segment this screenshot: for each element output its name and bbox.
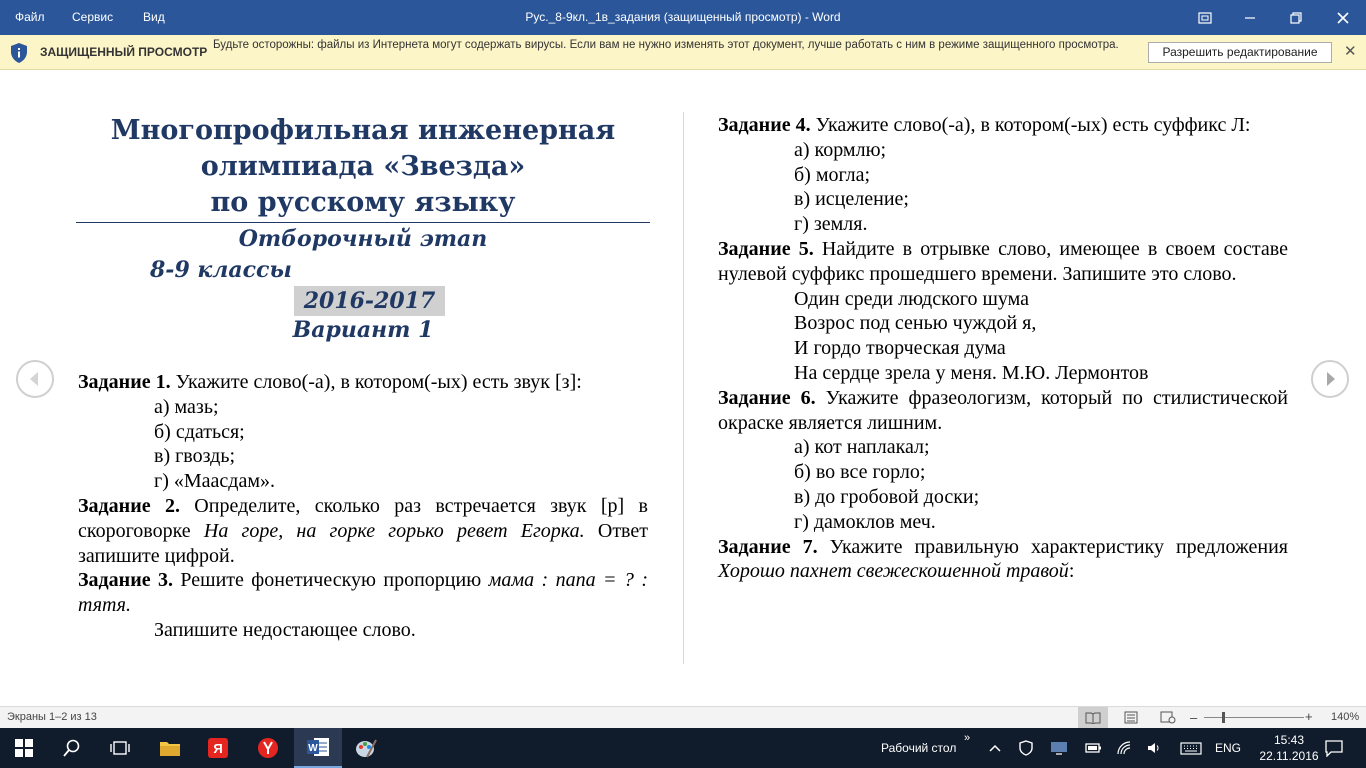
- svg-text:Я: Я: [213, 741, 223, 756]
- clock-time: 15:43: [1273, 733, 1305, 747]
- zoom-level[interactable]: 140%: [1331, 711, 1360, 723]
- menu-file[interactable]: Файл: [15, 10, 45, 24]
- zoom-in-button[interactable]: +: [1305, 709, 1313, 724]
- option: б) во все горло;: [794, 461, 926, 484]
- task-2: [78, 494, 648, 568]
- task-quote: мама : папа = ? : тятя.: [78, 569, 648, 617]
- grades-heading: 8-9 классы: [150, 257, 292, 283]
- task-text: Укажите слово(-а), в котором(-ых) есть суффикс Л:: [810, 114, 1251, 136]
- document-title: [76, 113, 650, 221]
- input-language[interactable]: ENG: [1215, 741, 1242, 755]
- task-text: Найдите в отрывке слово, имеющее в своем составе нулевой суффикс прошедшего времени. Запишите это слово.: [718, 237, 1288, 285]
- option: а) мазь;: [154, 395, 219, 418]
- close-button[interactable]: [1320, 0, 1366, 35]
- poem-line: Возрос под сенью чуждой я,: [794, 312, 1037, 335]
- option: а) кот наплакал;: [794, 436, 930, 459]
- start-icon[interactable]: [0, 728, 48, 768]
- menu-view[interactable]: Вид: [143, 10, 165, 24]
- yandex-app-icon[interactable]: [194, 728, 242, 768]
- task-label: Задание 1.: [78, 371, 171, 393]
- task-7: [718, 535, 1288, 585]
- print-layout-icon[interactable]: [1116, 707, 1146, 728]
- clock[interactable]: [1258, 732, 1320, 764]
- window-title: Рус._8-9кл._1в_задания (защищенный просмотр) - Word: [525, 10, 841, 24]
- protected-view-message: Будьте осторожны: файлы из Интернета могут содержать вирусы. Если вам не нужно изменять этот документ, лучше работать с ним в режиме защищенного просмотра.: [213, 39, 1119, 51]
- document-area: [0, 70, 1366, 706]
- task-label: Задание 7.: [718, 535, 818, 558]
- yandex-browser-icon[interactable]: [244, 728, 292, 768]
- title-line: по русскому языку: [210, 187, 516, 218]
- next-page-icon[interactable]: [1311, 360, 1349, 398]
- task-label: Задание 3.: [78, 569, 174, 592]
- task-6: [718, 386, 1288, 436]
- task-quote: Хорошо пахнет свежескошенной травой: [718, 560, 1069, 583]
- option: в) гвоздь;: [154, 445, 236, 468]
- left-column: [78, 370, 648, 643]
- clock-date: 22.11.2016: [1259, 749, 1319, 763]
- option: в) до гробовой доски;: [794, 485, 980, 508]
- menu-service[interactable]: Сервис: [72, 10, 114, 24]
- option: б) сдаться;: [154, 420, 245, 443]
- task-3-instruction: Запишите недостающее слово.: [154, 618, 416, 641]
- keyboard-icon[interactable]: [1180, 740, 1202, 756]
- right-column: [718, 113, 1288, 584]
- option: г) земля.: [794, 213, 868, 236]
- page-divider: [683, 112, 684, 664]
- zoom-slider[interactable]: [1204, 717, 1304, 718]
- taskbar: [0, 728, 1366, 768]
- page-count[interactable]: Экраны 1–2 из 13: [7, 711, 97, 723]
- restore-button[interactable]: [1273, 0, 1319, 35]
- task-text: Ответ запишите цифрой.: [78, 519, 648, 567]
- option: г) дамоклов меч.: [794, 510, 936, 533]
- year-highlight: 2016-2017: [294, 286, 445, 316]
- read-mode-icon[interactable]: [1078, 707, 1108, 728]
- file-explorer-icon[interactable]: [146, 728, 194, 768]
- fullscreen-icon[interactable]: [1182, 0, 1228, 35]
- option: б) могла;: [794, 163, 871, 186]
- svg-text:W: W: [308, 743, 318, 754]
- enable-editing-button[interactable]: Разрешить редактирование: [1148, 42, 1332, 63]
- previous-page-icon[interactable]: [16, 360, 54, 398]
- wifi-icon[interactable]: [1116, 740, 1132, 756]
- status-bar: [0, 706, 1366, 728]
- protected-view-bar: [0, 35, 1366, 70]
- task-text: Укажите фразеологизм, который по стилистической окраске является лишним.: [718, 386, 1288, 434]
- task-5: [718, 237, 1288, 287]
- word-app-icon[interactable]: [294, 728, 342, 768]
- shield-icon: [9, 42, 29, 64]
- volume-icon[interactable]: [1146, 740, 1162, 756]
- search-icon[interactable]: [48, 728, 96, 768]
- defender-icon[interactable]: [1018, 740, 1034, 756]
- protected-view-label: ЗАЩИЩЕННЫЙ ПРОСМОТР: [40, 45, 208, 59]
- network-drive-icon[interactable]: [1050, 740, 1066, 756]
- task-4: [718, 113, 1288, 138]
- zoom-out-button[interactable]: –: [1190, 710, 1198, 725]
- zoom-slider-thumb[interactable]: [1222, 712, 1225, 723]
- poem-line: И гордо творческая дума: [794, 337, 1006, 360]
- minimize-button[interactable]: [1227, 0, 1273, 35]
- title-line: Многопрофильная инженерная: [110, 115, 616, 146]
- option: г) «Маасдам».: [154, 470, 275, 493]
- toolbar-overflow-icon[interactable]: »: [964, 732, 971, 744]
- desktop-toolbar-label[interactable]: Рабочий стол: [881, 741, 957, 755]
- option: в) исцеление;: [794, 188, 909, 211]
- task-label: Задание 2.: [78, 494, 180, 517]
- task-quote: На горе, на горке горько ревет Егорка.: [203, 519, 585, 542]
- stage-heading: Отборочный этап: [238, 226, 488, 252]
- task-text: Укажите слово(-а), в котором(-ых) есть звук [з]:: [170, 371, 582, 393]
- variant-heading: Вариант 1: [292, 317, 434, 343]
- task-label: Задание 6.: [718, 386, 816, 409]
- task-text: :: [1068, 560, 1075, 583]
- task-label: Задание 5.: [718, 237, 814, 260]
- task-text: Определите, сколько раз встречается звук [р] в скороговорке: [78, 494, 648, 542]
- web-layout-icon[interactable]: [1153, 707, 1183, 728]
- task-label: Задание 4.: [718, 114, 811, 136]
- battery-icon[interactable]: [1084, 740, 1100, 756]
- task-view-icon[interactable]: [96, 728, 144, 768]
- poem-line: Один среди людского шума: [794, 287, 1030, 310]
- show-hidden-icons-icon[interactable]: [987, 740, 1003, 756]
- paint-app-icon[interactable]: [342, 728, 390, 768]
- close-icon[interactable]: ✕: [1344, 43, 1357, 60]
- title-rule: [76, 222, 650, 223]
- action-center-icon[interactable]: [1325, 739, 1343, 757]
- option: а) кормлю;: [794, 138, 887, 161]
- task-text: Решите фонетическую пропорцию: [173, 569, 489, 592]
- task-1: [78, 370, 648, 395]
- title-bar: [0, 0, 1366, 35]
- poem-line: На сердце зрела у меня. М.Ю. Лермонтов: [794, 361, 1149, 384]
- task-3: [78, 568, 648, 618]
- title-line: олимпиада «Звезда»: [200, 151, 526, 182]
- task-text: Укажите правильную характеристику предложения: [817, 535, 1288, 558]
